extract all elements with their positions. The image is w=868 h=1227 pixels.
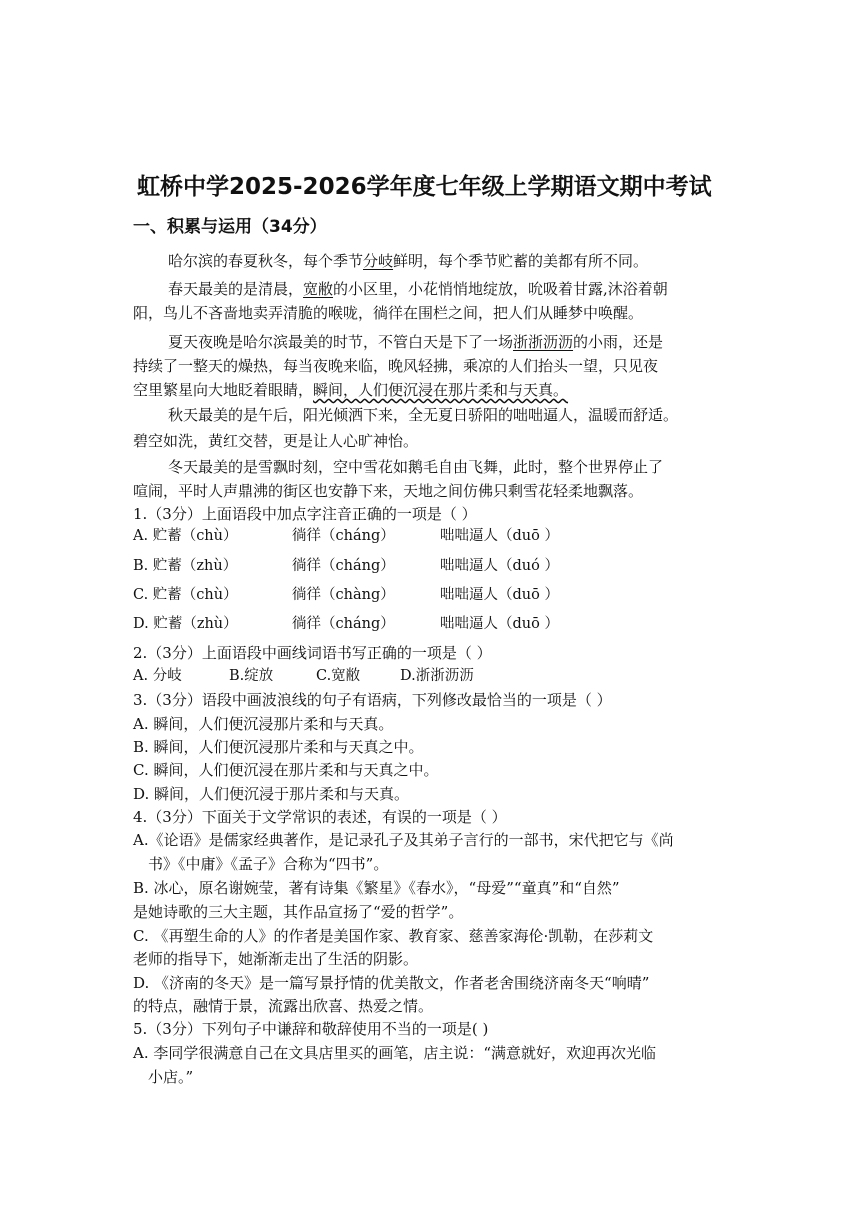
passage-line: 夏天夜晚是哈尔滨最美的时节，不管白天是下了一场浙浙沥沥的小雨，还是: [168, 333, 664, 351]
q3-option-a: A. 瞬间，人们便沉浸那片柔和与天真。: [133, 715, 394, 733]
q4-option-a-cont: 书》《中庸》《孟子》合称为“四书”。: [148, 855, 389, 873]
passage-line: 冬天最美的是雪飘时刻，空中雪花如鹅毛自由飞舞，此时，整个世界停止了: [168, 458, 664, 476]
q4-option-d: D. 《济南的冬天》是一篇写景抒情的优美散文，作者老舍围绕济南冬天“响晴”: [133, 974, 650, 992]
q3-option-b: B. 瞬间，人们便沉浸那片柔和与天真之中。: [133, 738, 424, 756]
q2-option-c: C.宽敝: [316, 668, 361, 684]
q4-option-c: C. 《再塑生命的人》的作者是美国作家、教育家、慈善家海伦·凯勒，在莎莉文: [133, 927, 654, 945]
underlined-word: 宽敝: [303, 280, 334, 298]
q5-option-a-cont: 小店。”: [148, 1068, 194, 1086]
q4-option-c-cont: 老师的指导下，她渐渐走出了生活的阴影。: [133, 950, 419, 968]
q5-option-a: A. 李同学很满意自己在文具店里买的画笔，店主说：“满意就好，欢迎再次光临: [133, 1044, 657, 1062]
passage-line: 哈尔滨的春夏秋冬，每个季节分岐鲜明，每个季节贮蓄的美都有所不同。: [168, 252, 649, 270]
passage-line: 秋天最美的是午后，阳光倾洒下来，全无夏日骄阳的咄咄逼人，温暖而舒适。: [168, 406, 679, 424]
question-4-stem: 4.（3分）下面关于文学常识的表述，有误的一项是（ ）: [133, 808, 507, 826]
passage-line: 空里繁星向大地眨着眼睛，瞬间，人们便沉浸在那片柔和与天真。: [133, 381, 569, 399]
q1-option-a-c: 咄咄逼人（duō ）: [440, 528, 559, 544]
q2-option-b: B.绽放: [229, 668, 274, 684]
q1-option-b-c: 咄咄逼人（duó ）: [440, 558, 559, 574]
passage-line: 春天最美的是清晨，宽敝的小区里，小花悄悄地绽放，吮吸着甘露,沐浴着朝: [168, 280, 668, 298]
q4-option-b-cont: 是她诗歌的三大主题，其作品宣扬了“爱的哲学”。: [133, 903, 464, 921]
passage-line: 阳，鸟儿不吝啬地卖弄清脆的喉咙，徜徉在围栏之间，把人们从睡梦中唤醒。: [133, 304, 644, 322]
q4-option-a: A.《论语》是儒家经典著作，是记录孔子及其弟子言行的一部书，宋代把它与《尚: [133, 831, 674, 849]
q1-option-b-b: 徜徉（cháng）: [292, 558, 395, 574]
question-3-stem: 3.（3分）语段中画波浪线的句子有语病，下列修改最恰当的一项是（ ）: [133, 691, 612, 709]
q1-option-d: D. 贮蓄（zhù）: [133, 616, 238, 632]
underlined-word: 浙浙沥沥: [513, 333, 574, 351]
passage-line: 碧空如洗，黄红交替，更是让人心旷神怡。: [133, 432, 419, 450]
q2-option-d: D.浙浙沥沥: [400, 668, 474, 684]
underlined-word: 分岐: [363, 252, 394, 270]
question-1-stem: 1.（3分）上面语段中加点字注音正确的一项是（ ）: [133, 505, 477, 523]
q1-option-a-b: 徜徉（cháng）: [292, 528, 395, 544]
q4-option-b: B. 冰心，原名谢婉莹，著有诗集《繁星》《春水》，“母爱”“童真”和“自然”: [133, 879, 620, 897]
passage-line: 喧闹，平时人声鼎沸的街区也安静下来，天地之间仿佛只剩雪花轻柔地飘落。: [133, 482, 644, 500]
section-heading: 一、积累与运用（34分）: [133, 217, 327, 237]
q1-option-c-c: 咄咄逼人（duō ）: [440, 587, 559, 603]
wavy-sentence: 瞬间，人们便沉浸在那片柔和与天真。: [313, 381, 569, 399]
q1-option-a: A. 贮蓄（chù）: [133, 528, 238, 544]
q2-option-a: A. 分岐: [133, 668, 182, 684]
q3-option-c: C. 瞬间，人们便沉浸在那片柔和与天真之中。: [133, 761, 439, 779]
q1-option-c-b: 徜徉（chàng）: [292, 587, 395, 603]
passage-line: 持续了一整天的燥热，每当夜晚来临，晚风轻拂，乘凉的人们抬头一望，只见夜: [133, 357, 659, 375]
question-5-stem: 5.（3分）下列句子中谦辞和敬辞使用不当的一项是( ): [133, 1020, 489, 1038]
question-2-stem: 2.（3分）上面语段中画线词语书写正确的一项是（ ）: [133, 644, 492, 662]
q1-option-c: C. 贮蓄（chù）: [133, 587, 238, 603]
q1-option-b: B. 贮蓄（zhù）: [133, 558, 238, 574]
exam-title: 虹桥中学2025-2026学年度七年级上学期语文期中考试: [137, 174, 712, 200]
q1-option-d-b: 徜徉（cháng）: [292, 616, 395, 632]
q3-option-d: D. 瞬间，人们便沉浸于那片柔和与天真。: [133, 785, 410, 803]
q1-option-d-c: 咄咄逼人（duō ）: [440, 616, 559, 632]
q4-option-d-cont: 的特点，融情于景，流露出欣喜、热爱之情。: [133, 997, 434, 1015]
